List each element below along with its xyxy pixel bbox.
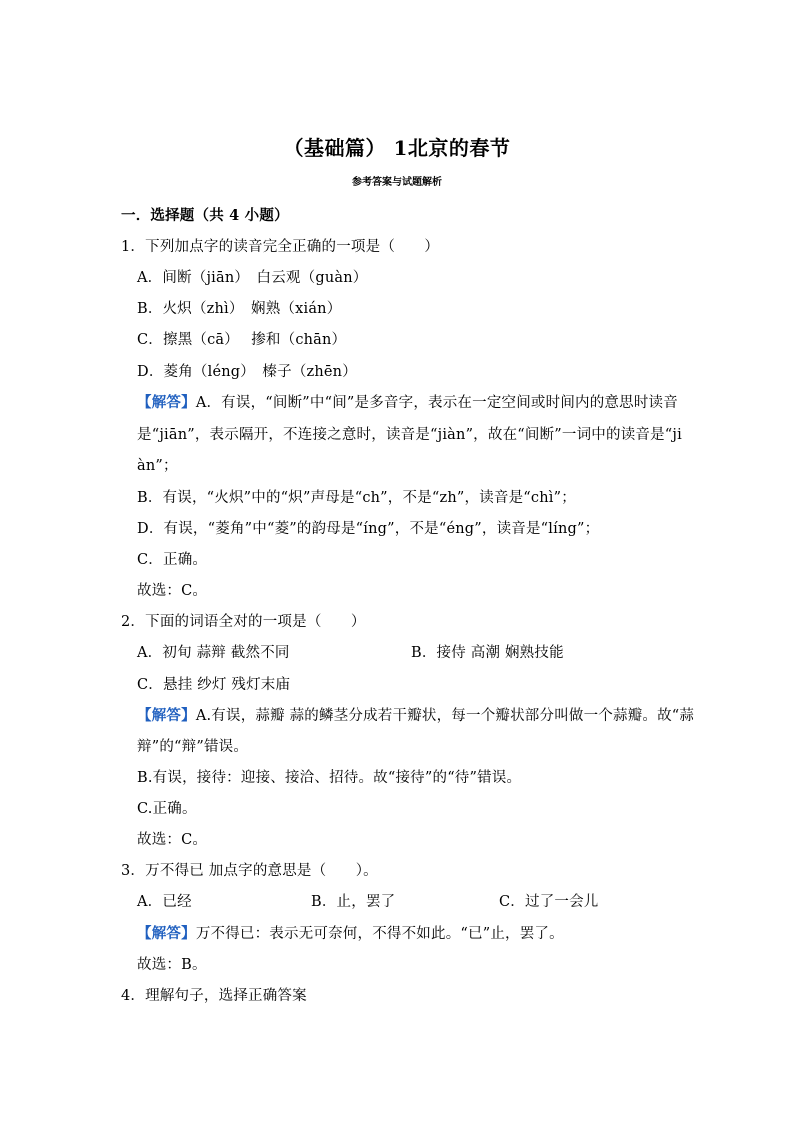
- question-3-answer-line-1: 【解答】万不得已：表示无可奈何，不得不如此。“已”止，罢了。: [137, 925, 564, 942]
- question-1-answer-line-4: B．有误，“火炽”中的“炽”声母是“ch”，不是“zh”，读音是“chì”；: [137, 490, 576, 506]
- question-2-answer-line-5: 故选：C。: [137, 832, 208, 848]
- answer-tag: 【解答】: [137, 707, 196, 724]
- answer-tag: 【解答】: [137, 394, 196, 411]
- question-3-option-c: C．过了一会儿: [499, 894, 599, 910]
- question-1-answer-line-3: àn”；: [137, 458, 178, 474]
- question-2-option-a: A．初旬 蒜辩 截然不同: [137, 645, 290, 661]
- question-2-stem: 2．下面的词语全对的一项是（ ）: [121, 614, 366, 630]
- question-2-answer-line-4: C.正确。: [137, 801, 197, 817]
- question-1-answer-line-6: C．正确。: [137, 552, 208, 568]
- question-1-stem: 1．下列加点字的读音完全正确的一项是（ ）: [121, 239, 440, 255]
- question-1-option-d: D．菱角（léng） 榛子（zhēn）: [137, 364, 357, 380]
- question-1-option-c: C．擦黑（cā） 掺和（chān）: [137, 332, 347, 348]
- question-4-stem: 4．理解句子，选择正确答案: [121, 988, 307, 1004]
- question-2-answer-line-1: 【解答】A.有误，蒜瓣 蒜的鳞茎分成若干瓣状，每一个瓣状部分叫做一个蒜瓣。故“蒜: [137, 707, 695, 724]
- question-2-answer-line-2: 辩”的“辩”错误。: [137, 739, 249, 755]
- question-2-option-c: C．悬挂 纱灯 残灯末庙: [137, 677, 291, 693]
- question-2-answer-line-3: B.有误，接待：迎接、接洽、招待。故“接待”的“待”错误。: [137, 770, 522, 786]
- question-3-option-a: A．已经: [137, 894, 192, 910]
- question-3-answer-line-2: 故选：B。: [137, 957, 207, 973]
- question-1-answer-line-2: 是“jiān”，表示隔开，不连接之意时，读音是“jiàn”，故在“间断”一词中的读音是“ji: [137, 427, 682, 443]
- answer-tag: 【解答】: [137, 925, 196, 942]
- question-1-option-a: A．间断（jiān） 白云观（guàn）: [137, 270, 368, 286]
- question-1-option-b: B．火炽（zhì） 娴熟（xián）: [137, 301, 342, 317]
- section-heading: 一．选择题（共 4 小题）: [121, 207, 289, 224]
- question-3-option-b: B．止，罢了: [311, 894, 396, 910]
- question-1-answer-line-1: 【解答】A．有误，“间断”中“间”是多音字，表示在一定空间或时间内的意思时读音: [137, 394, 678, 411]
- question-1-answer-line-7: 故选：C。: [137, 583, 208, 599]
- page-subtitle: 参考答案与试题解析: [352, 177, 442, 188]
- question-3-stem: 3．万不得已 加点字的意思是（ ）。: [121, 863, 378, 879]
- page-title: （基础篇） 1北京的春节: [283, 136, 511, 160]
- question-2-option-b: B．接侍 高潮 娴熟技能: [411, 645, 564, 661]
- question-1-answer-line-5: D．有误，“菱角”中“菱”的韵母是“íng”，不是“éng”，读音是“líng”；: [137, 521, 600, 537]
